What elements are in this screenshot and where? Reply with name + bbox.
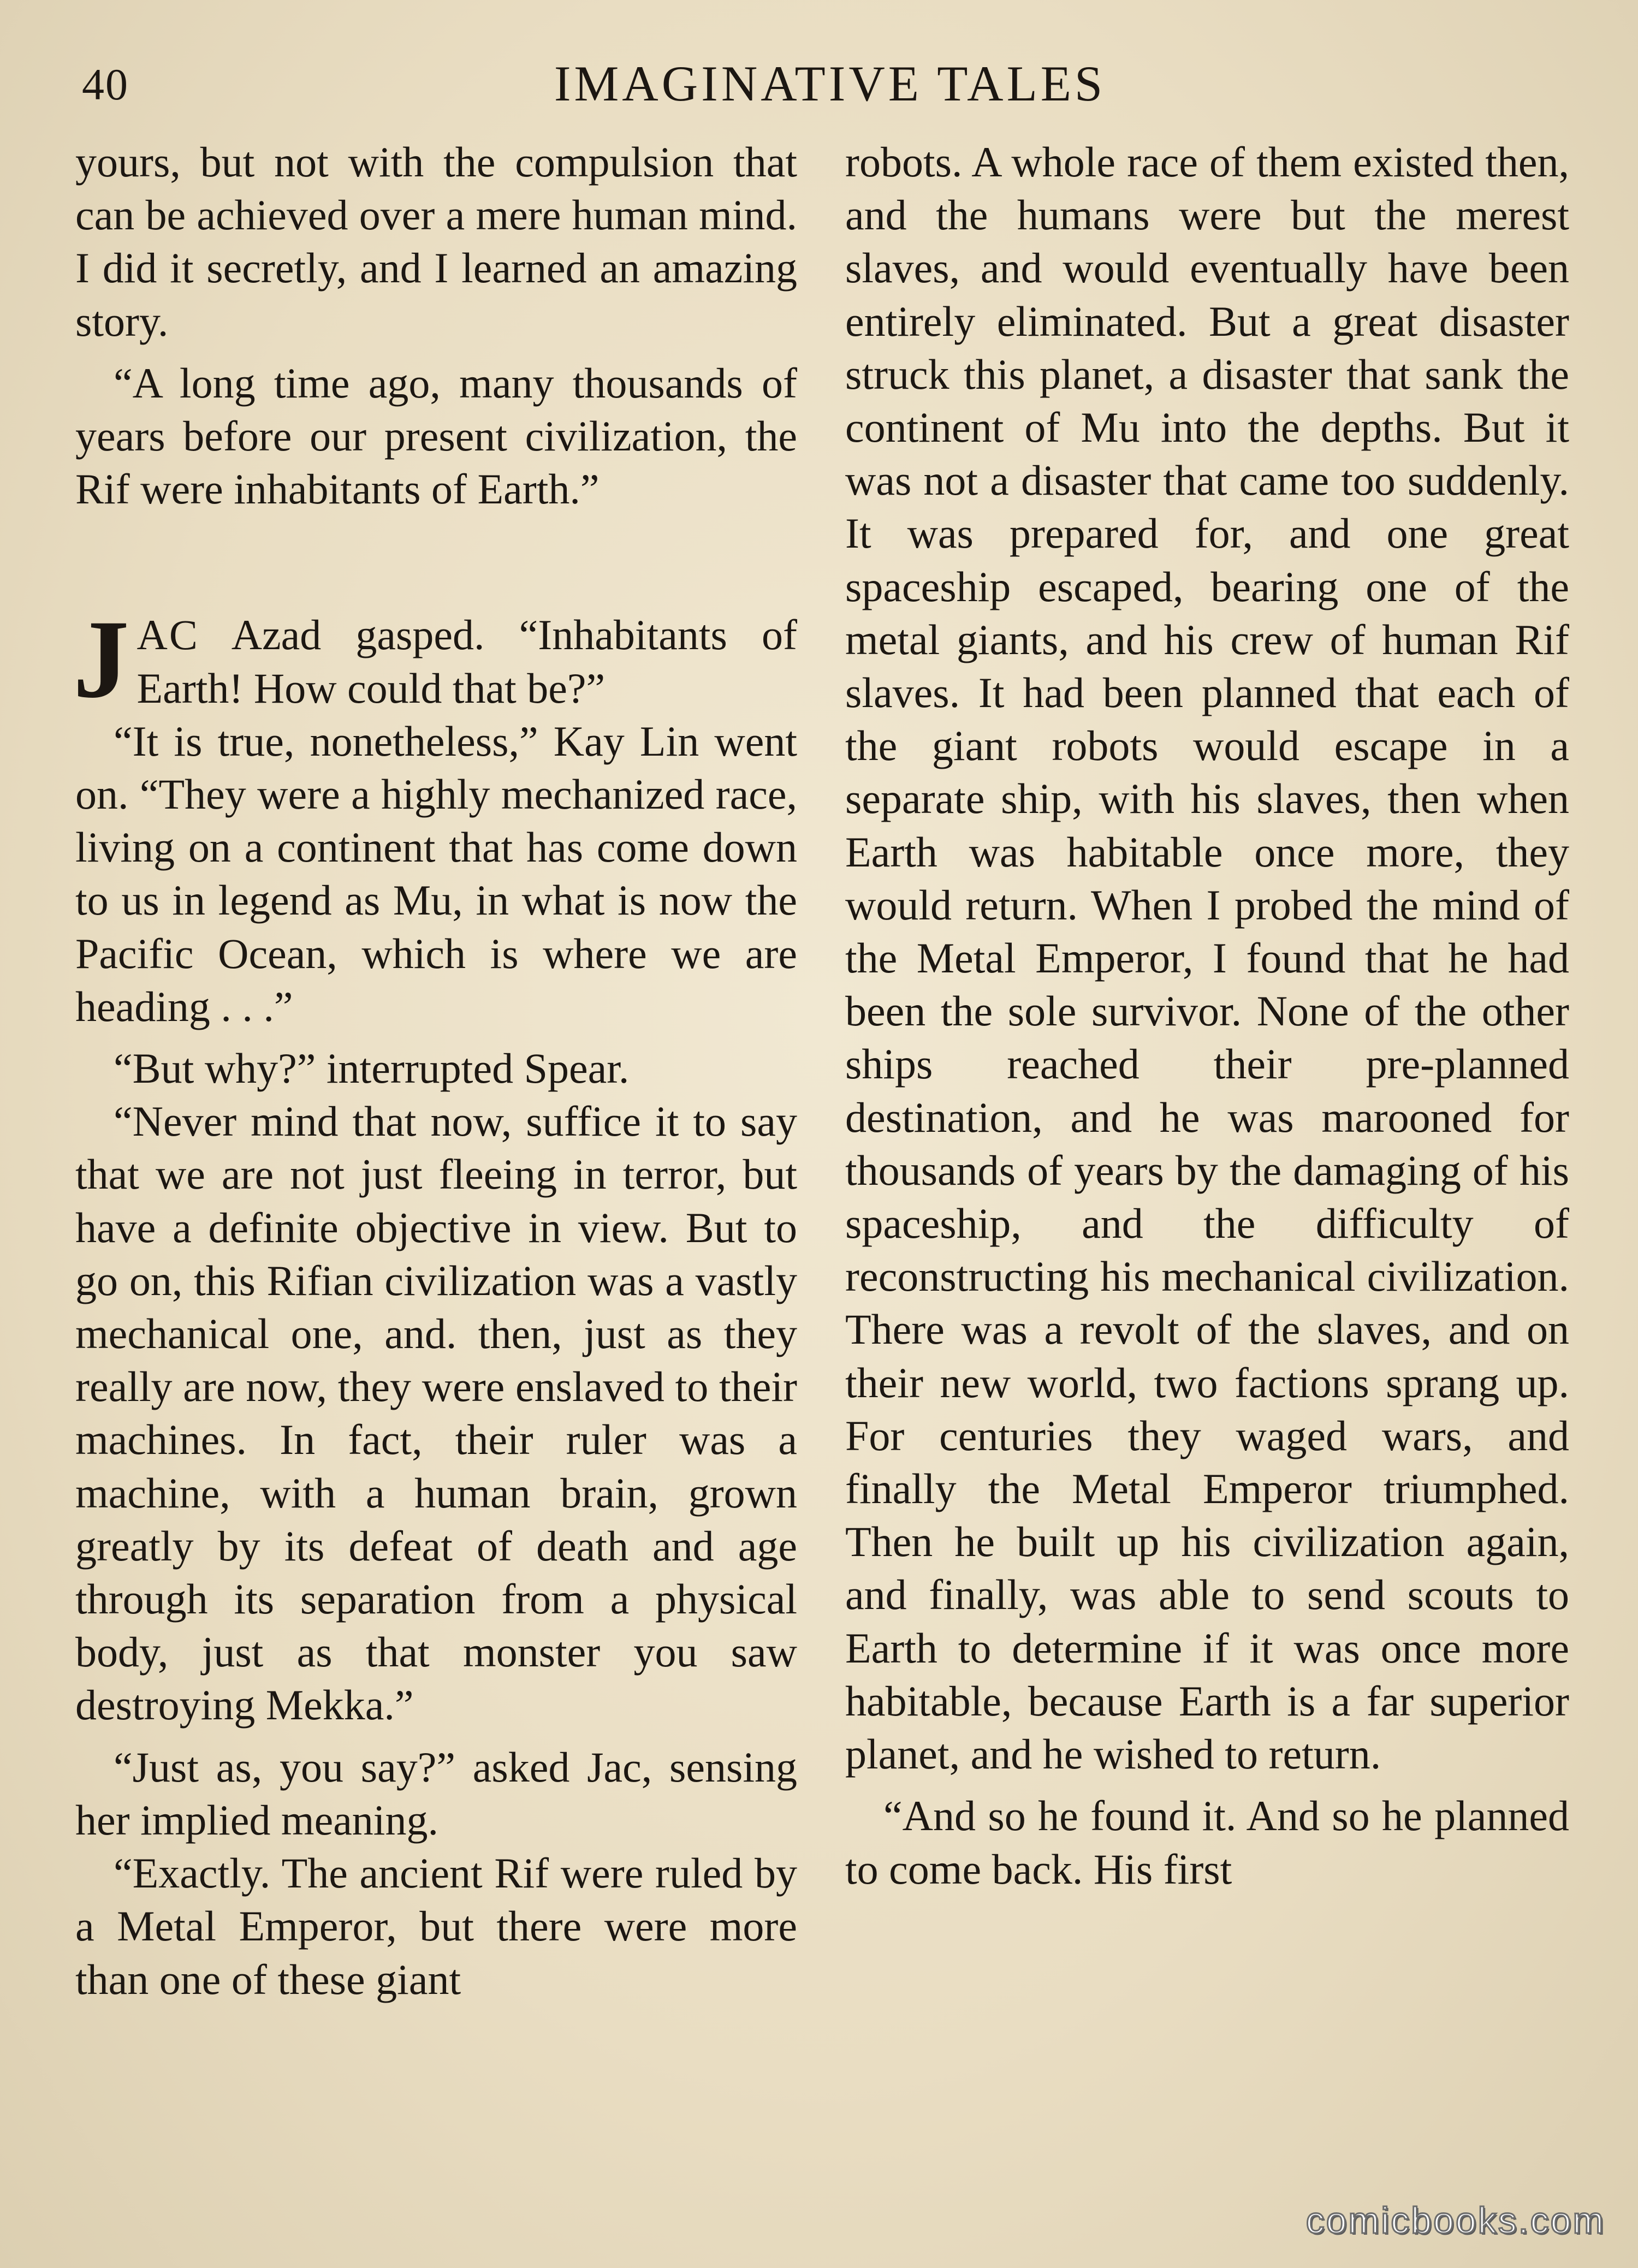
drop-cap: J xyxy=(73,597,129,722)
paragraph: yours, but not with the compulsion that can be achieved over a mere human mind. I did it secretly, and I learned an amazing story. xyxy=(75,138,797,345)
left-column xyxy=(75,135,797,2006)
paragraph: “Never mind that now, suffice it to say that we are not just fleeing in terror, but have a definite objective in view. But to go on, this Rifian civilization was a vastly mechanical one, and. then, just as they really are now, they were enslaved to their machines. In fact, their ruler was a machine, with a human brain, grown greatly by its defeat of death and age through its separation from a physical body, just as that monster you saw destroying Mekka.” xyxy=(75,1097,797,1729)
small-caps-word: AC xyxy=(136,611,199,659)
running-title: IMAGINATIVE TALES xyxy=(554,56,1106,111)
paragraph: “But why?” interrupted Spear. xyxy=(114,1044,630,1093)
paragraph-text: Azad gasped. “Inhabitants of Earth! How could that be?” xyxy=(136,611,797,712)
paragraph: “A long time ago, many thousands of years before our present civilization, the Rif were inhabitants of Earth.” xyxy=(75,359,797,513)
paragraph: “It is true, nonetheless,” Kay Lin went on. “They were a highly mechanized race, living on a continent that has come down to us in legend as Mu, in what is now the Pacific Ocean, which is where we are heading . . .” xyxy=(75,717,797,1030)
paragraph: “And so he found it. And so he planned to come back. His first xyxy=(845,1792,1569,1893)
section-opening-paragraph xyxy=(73,597,797,722)
right-column xyxy=(845,135,1569,1896)
watermark-logo: comicbooks.com xyxy=(1305,2200,1605,2241)
page-header xyxy=(76,55,1583,115)
paragraph: robots. A whole race of them existed then, and the humans were but the merest slaves, and would eventually have been entirely eliminated. But a great disaster struck this planet, a disaster that sank the continent of Mu into the depths. But it was not a disaster that came too suddenly. It was prepared for, and one great spaceship escaped, bearing one of the metal giants, and his crew of human Rif slaves. It had been planned that each of the giant robots would escape in a separate ship, with his slaves, then when Earth was habitable once more, they would return. When I probed the mind of the Metal Emperor, I found that he had been the sole survivor. None of the other ships reached their pre-planned destination, and he was marooned for thousands of years by the damaging of his spaceship, and the difficulty of reconstructing his mechanical civilization. There was a revolt of the slaves, and on their new world, two factions sprang up. For centuries they waged wars, and finally the Metal Emperor triumphed. Then he built up his civilization again, and finally, was able to send scouts to Earth to determine if it was once more habitable, because Earth is a far superior planet, and he wished to return. xyxy=(845,138,1569,1778)
page-number: 40 xyxy=(82,60,129,109)
paragraph: “Exactly. The ancient Rif were ruled by a Metal Emperor, but there were more than one of these giant xyxy=(75,1849,797,2003)
paragraph: “Just as, you say?” asked Jac, sensing her implied meaning. xyxy=(75,1743,797,1844)
